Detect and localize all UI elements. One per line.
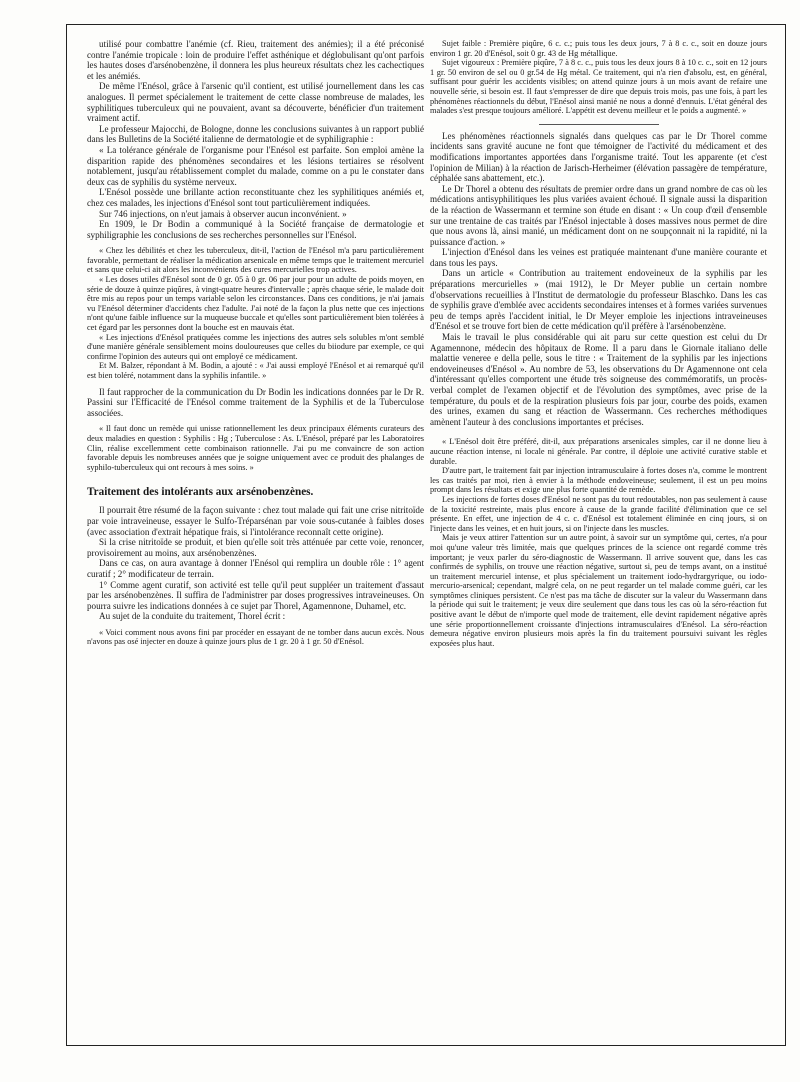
paragraph: Mais le travail le plus considérable qui ait paru sur cette question est celui du Dr Agamennone, médecin des hôpitaux de Rome. Il a paru dans le Giornale italiano delle malattie veneree e della pelle, sous le titre : « Traitement de la syphilis par les injections endoveineuses d'Enésol ». Au nombre de 53, les observations du Dr Agamennone ont cela d'intéressant qu'elles comportent une étude très soigneuse des commémoratifs, un procès-verbal complet de l'examen objectif et de l'évolution des symptômes, avec prise de la température, du pouls et de la respiration plusieurs fois par jour, courbe des poids, examen des urines, examen du sang et réaction de Wassermann. Ces recherches méthodiques amènent l'auteur à des conclusions importantes et précises.	[430, 332, 767, 427]
quote-paragraph: D'autre part, le traitement fait par injection intramusculaire à fortes doses n'a, comme le montrent les cas traités par moi, rien à envier à la méthode endoveineuse; seulement, il est un peu moins prompt dans les résultats et exige une plus forte quantité de remède.	[430, 466, 767, 495]
paragraph: L'injection d'Enésol dans les veines est pratiquée maintenant d'une manière courante et dans tous les pays.	[430, 247, 767, 268]
paragraph: Il pourrait être résumé de la façon suivante : chez tout malade qui fait une crise nitritoïde par voie intraveineuse, essayer le Sulfo-Tréparsénan par voie sous-cutanée à faibles doses (avec association d'extrait hépatique frais, si l'intolérance reconnaît cette origine).	[87, 505, 424, 537]
divider	[539, 124, 659, 125]
quote-paragraph: « Il faut donc un remède qui unisse rationnellement les deux principaux éléments curateurs des deux maladies en question : Syphilis : Hg ; Tuberculose : As. L'Enésol, préparé par les Laboratoires Clin, réalise excellemment cette combinaison rationnelle. J'ai pu me convaincre de son action favorable depuis les nombreuses années que je soigne uniquement avec ce produit des phalanges de syphilo-tuberculeux qui ont recours à mes soins. »	[87, 424, 424, 472]
left-column	[87, 39, 424, 1041]
quote-paragraph: « Chez les débilités et chez les tuberculeux, dit-il, l'action de l'Enésol m'a paru particulièrement favorable, permettant de réaliser la médication arsenicale en même temps que le traitement mercuriel et sans que celui-ci ait alors les inconvénients des cures mercurielles trop actives.	[87, 246, 424, 275]
right-column	[430, 39, 767, 1041]
quote-paragraph: Les injections de fortes doses d'Enésol ne sont pas du tout redoutables, non pas seulement à cause de la toxicité restreinte, mais plus encore à cause de la grande facilité d'élimination que ce sel présente. En effet, une injection de 4 c. c. d'Enésol est totalement éliminée en cinq jours, si on l'injecte dans les veines, et en huit jours, si on l'injecte dans les muscles.	[430, 494, 767, 533]
paragraph: utilisé pour combattre l'anémie (cf. Rieu, traitement des anémies); il a été préconisé contre l'anémie tropicale : loin de produire l'effet asthénique et déglobulisant qu'ont parfois les hautes doses d'arsénobenzène, il donnera les plus heureux résultats chez les cachectiques et les anémiés.	[87, 39, 424, 81]
paragraph: Dans ce cas, on aura avantage à donner l'Enésol qui remplira un double rôle : 1° agent curatif ; 2° modificateur de terrain.	[87, 558, 424, 579]
quote-paragraph: « La tolérance générale de l'organisme pour l'Enésol est parfaite. Son emploi amène la disparition rapide des phénomènes secondaires et les lésions tertiaires se résolvent notablement, jusqu'au rétablissement complet du malade, comme on a pu le constater dans deux cas de syphilis du système nerveux.	[87, 144, 424, 187]
paragraph: Dans un article « Contribution au traitement endoveineux de la syphilis par les préparations mercurielles » (mai 1912), le Dr Meyer publie un certain nombre d'observations recueillies à l'Institut de dermatologie du professeur Blaschko. Dans les cas de syphilis grave d'emblée avec accidents secondaires intenses et à formes variées survenues peu de temps après l'accident initial, le Dr Meyer emploie les injections intraveineuses d'Enésol et se trouve fort bien de cette médication qu'il préfère à l'arsénobenzène.	[430, 268, 767, 332]
quote-paragraph: Et M. Balzer, répondant à M. Bodin, a ajouté : « J'ai aussi employé l'Enésol et ai remarqué qu'il est bien toléré, notamment dans la syphilis infantile. »	[87, 361, 424, 380]
paragraph: Au sujet de la conduite du traitement, Thorel écrit :	[99, 611, 286, 622]
paragraph: Le professeur Majocchi, de Bologne, donne les conclusions suivantes à un rapport publié dans les Bulletins de la Société italienne de dermatologie et de syphiligraphie :	[87, 123, 424, 145]
paragraph: Il faut rapprocher de la communication du Dr Bodin les indications données par le Dr R. Passini sur l'Efficacité de l'Enésol comme traitement de la Syphilis et de la Tuberculose associées.	[87, 386, 424, 418]
paragraph: Les phénomènes réactionnels signalés dans quelques cas par le Dr Thorel comme incidents sans gravité aucune ne font que témoigner de l'activité du médicament et des modifications importantes apportées dans l'organisme traité. Tout les apparente (et c'est l'opinion de Milian) à la réaction de Jarisch-Herheimer (élévation passagère de température, céphalée sans abattement, etc.).	[430, 130, 767, 184]
page-frame	[66, 24, 786, 1046]
paragraph: Le Dr Thorel a obtenu des résultats de premier ordre dans un grand nombre de cas où les médications antisyphilitiques les plus variées avaient échoué. Il signale aussi la disparition de la réaction de Wassermann et termine son étude en disant : « Un coup d'œil d'ensemble sur une trentaine de cas traités par l'Enésol injectable à doses massives nous permet de dire que nous avons là, ainsi manié, un médicament dont on ne soupçonnait ni la rapidité, ni la puissance d'action. »	[430, 183, 767, 247]
dosage-note: Sujet faible : Première piqûre, 6 c. c.; puis tous les deux jours, 7 à 8 c. c., soit en douze jours environ 1 gr. 20 d'Enésol, soit 0 gr. 43 de Hg métallique.	[430, 39, 767, 58]
paragraph: Si la crise nitritoïde se produit, et bien qu'elle soit très atténuée par cette voie, renoncer, provisoirement au moins, aux arsénobenzènes.	[87, 537, 424, 558]
quote-paragraph: « Les doses utiles d'Enésol sont de 0 gr. 05 à 0 gr. 06 par jour pour un adulte de poids moyen, en série de douze à quinze piqûres, à vingt-quatre heures d'intervalle ; après chaque série, le malade doit être mis au repos pour un temps variable selon les circonstances. Dans ces conditions, je n'ai jamais vu l'Enésol déterminer d'accidents chez l'adulte. J'ai noté de la façon la plus nette que ces injections n'ont qu'une faible influence sur la muqueuse buccale et qu'elles sont particulièrement bien tolérées à cet égard par les personnes dont la bouche est en mauvais état.	[87, 275, 424, 333]
quote-paragraph: « Les injections d'Enésol pratiquées comme les injections des autres sels solubles m'ont semblé d'une manière générale sensiblement moins douloureuses que celles du biiodure par exemple, ce qui confirme l'opinion des auteurs qui ont employé ce médicament.	[87, 332, 424, 361]
quote-paragraph: Mais je veux attirer l'attention sur un autre point, à savoir sur un symptôme qui, certes, n'a pour moi qu'une valeur très limitée, mais que quelques princes de la science ont regardé comme très important; je veux parler du séro-diagnostic de Wassermann. Il arrive souvent que, dans les cas confirmés de syphilis, on trouve une réaction négative, surtout si, peu de temps avant, on a institué un traitement mercuriel intense, et plus spécialement un traitement iodo-hydrargyrique, ou iodo-mercurio-arsenical; cependant, malgré cela, on ne peut regarder un tel malade comme guéri, car les symptômes cliniques persistent. Ce n'est pas ma tâche de discuter sur la valeur du Wassermann dans la période qui suit le traitement; je veux dire seulement que dans tous les cas où la séro-réaction fut positive avant le début de n'importe quel mode de traitement, elle devint rapidement négative après une série proportionnellement croissante d'injections intramusculaires d'Enésol. La séro-réaction demeura négative environ plusieurs mois après la fin du traitement poursuivi suivant les règles exposées plus haut.	[430, 533, 767, 648]
quote-paragraph: Sur 746 injections, on n'eut jamais à observer aucun inconvénient. »	[99, 208, 347, 219]
paragraph: De même l'Enésol, grâce à l'arsenic qu'il contient, est utilisé journellement dans les cas analogues. Il permet spécialement le traitement de cette classe nombreuse de malades, les syphilitiques tuberculeux qui ne pouvaient, avant sa découverte, bénéficier d'un traitement vraiment actif.	[87, 81, 424, 124]
quote-paragraph: « Voici comment nous avons fini par procéder en essayant de ne tomber dans aucun excès. Nous n'avons pas osé injecter en douze à quinze jours plus de 1 gr. 20 à 1 gr. 50 d'Enésol.	[87, 627, 424, 647]
dosage-note: Sujet vigoureux : Première piqûre, 7 à 8 c. c., puis tous les deux jours 8 à 10 c. c., soit en 12 jours 1 gr. 50 environ de sel ou 0 gr.54 de Hg métal. Ce traitement, qui n'a rien d'absolu, est, en général, suffisant pour guérir les accidents visibles; on attend quinze jours à un mois avant de refaire une nouvelle série, si besoin est. Il faut s'empresser de dire que depuis trois mois, pas une fois, à part les phénomènes réactionnels du début, l'Enésol ainsi manié ne nous a donné d'ennuis. L'état général des malades s'est presque toujours amélioré. L'appétit est devenu meilleur et le poids a augmenté. »	[430, 58, 767, 116]
quote-paragraph: L'Enésol possède une brillante action reconstituante chez les syphilitiques anémiés et, chez ces malades, les injections d'Enésol sont tout particulièrement indiquées.	[87, 187, 424, 208]
quote-paragraph: « L'Enésol doit être préféré, dit-il, aux préparations arsenicales simples, car il ne donne lieu à aucune réaction intense, ni locale ni générale. Par contre, il déploie une activité curative stable et durable.	[430, 437, 767, 466]
paragraph: En 1909, le Dr Bodin a communiqué à la Société française de dermatologie et syphiligraphie les conclusions de ses recherches personnelles sur l'Enésol.	[87, 219, 424, 240]
section-heading: Traitement des intolérants aux arsénobenzènes.	[87, 486, 314, 499]
paragraph: 1° Comme agent curatif, son activité est telle qu'il peut suppléer un traitement d'assaut par les arsénobenzènes. Il suffira de l'administrer par doses progressives intraveineuses. On pourra suivre les indications données à ce sujet par Thorel, Agamennone, Duhamel, etc.	[87, 579, 424, 611]
